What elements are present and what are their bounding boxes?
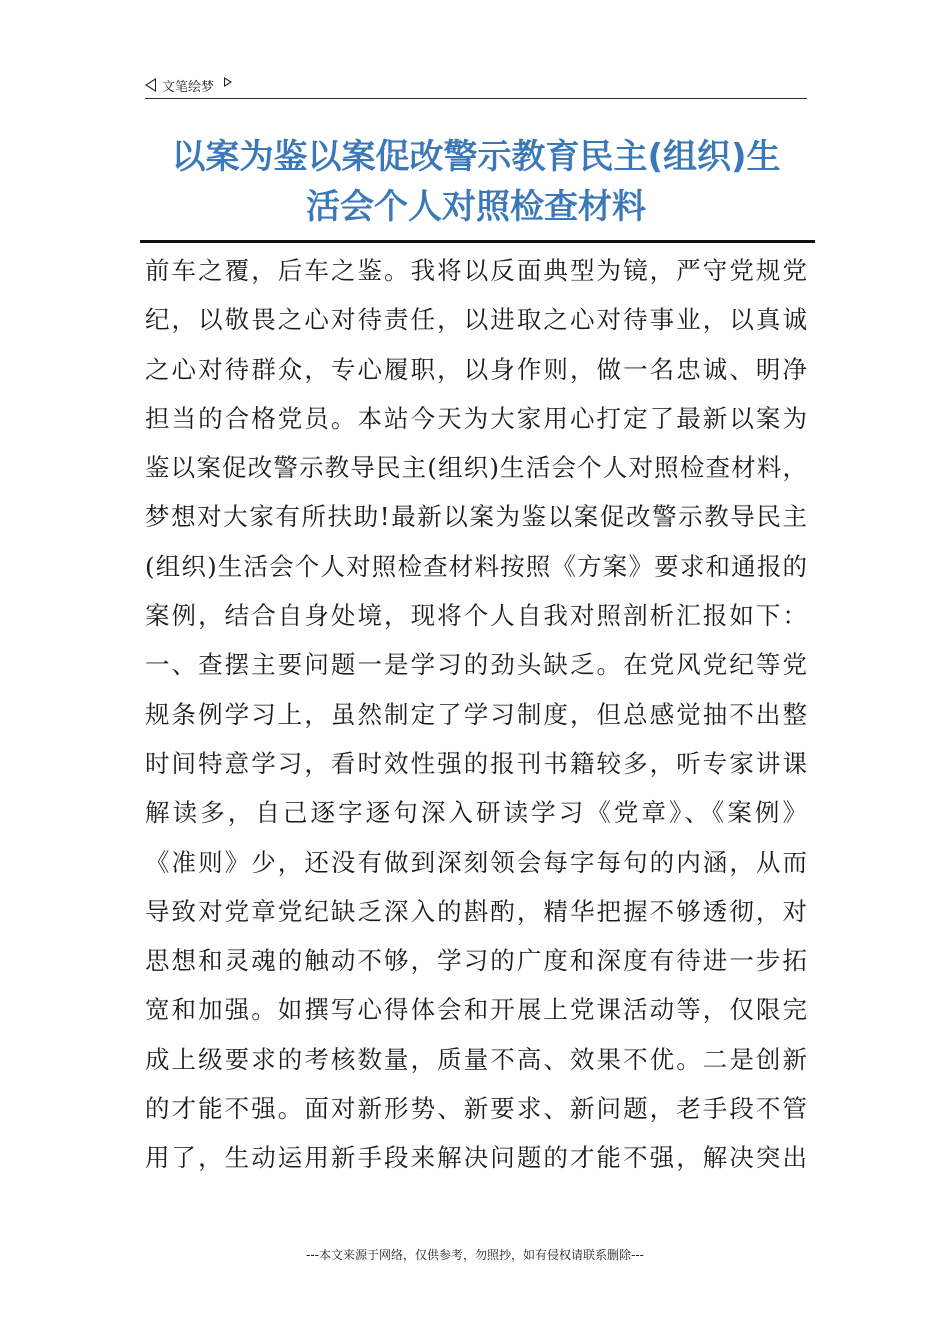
footer-notice: ---本文来源于网络，仅供参考，勿照抄，如有侵权请联系删除--- bbox=[306, 1248, 644, 1262]
body-line: 案例，结合自身处境，现将个人自我对照剖析汇报如下： bbox=[145, 601, 807, 631]
body-line: 用了，生动运用新手段来解决问题的才能不强，解决突出 bbox=[145, 1143, 807, 1173]
body-line: 成上级要求的考核数量，质量不高、效果不优。二是创新 bbox=[145, 1044, 807, 1074]
body-line: 纪，以敬畏之心对待责任，以进取之心对待事业，以真诚 bbox=[145, 305, 807, 335]
page-header bbox=[145, 72, 807, 98]
triangle-right-icon bbox=[224, 77, 232, 87]
body-line: 的才能不强。面对新形势、新要求、新问题，老手段不管 bbox=[145, 1094, 807, 1124]
document-body bbox=[145, 246, 807, 1183]
body-line: 思想和灵魂的触动不够，学习的广度和深度有待进一步拓 bbox=[145, 946, 807, 976]
title-line-2: 活会个人对照检查材料 bbox=[306, 187, 646, 227]
body-line: 担当的合格党员。本站今天为大家用心打定了最新以案为 bbox=[145, 403, 807, 433]
body-line: 宽和加强。如撰写心得体会和开展上党课活动等，仅限完 bbox=[145, 995, 807, 1025]
body-line: 前车之覆，后车之鉴。我将以反面典型为镜，严守党规党 bbox=[145, 256, 807, 285]
body-line: 规条例学习上，虽然制定了学习制度，但总感觉抽不出整 bbox=[145, 699, 807, 729]
body-line: 一、查摆主要问题一是学习的劲头缺乏。在党风党纪等党 bbox=[145, 650, 807, 680]
body-line: 《准则》少，还没有做到深刻领会每字每句的内涵，从而 bbox=[145, 847, 807, 877]
triangle-left-icon bbox=[145, 78, 156, 92]
body-line: 之心对待群众，专心履职，以身作则，做一名忠诚、明净 bbox=[145, 354, 807, 384]
body-line: 时间特意学习，看时效性强的报刊书籍较多，听专家讲课 bbox=[145, 748, 807, 778]
body-line: 导致对党章党纪缺乏深入的斟酌，精华把握不够透彻，对 bbox=[145, 896, 807, 926]
body-line: 梦想对大家有所扶助!最新以案为鉴以案促改警示教导民主 bbox=[145, 502, 807, 532]
body-line: (组织)生活会个人对照检查材料按照《方案》要求和通报的 bbox=[145, 551, 807, 581]
title-line-1: 以案为鉴以案促改警示教育民主(组织)生 bbox=[171, 137, 781, 177]
header-divider bbox=[145, 98, 807, 99]
document-title bbox=[140, 132, 812, 232]
title-divider bbox=[140, 240, 815, 243]
body-line: 解读多，自己逐字逐句深入研读学习《党章》、《案例》 bbox=[145, 798, 807, 828]
body-line: 鉴以案促改警示教导民主(组织)生活会个人对照检查材料， bbox=[145, 453, 807, 483]
header-brand: 文笔绘梦 bbox=[162, 79, 215, 95]
